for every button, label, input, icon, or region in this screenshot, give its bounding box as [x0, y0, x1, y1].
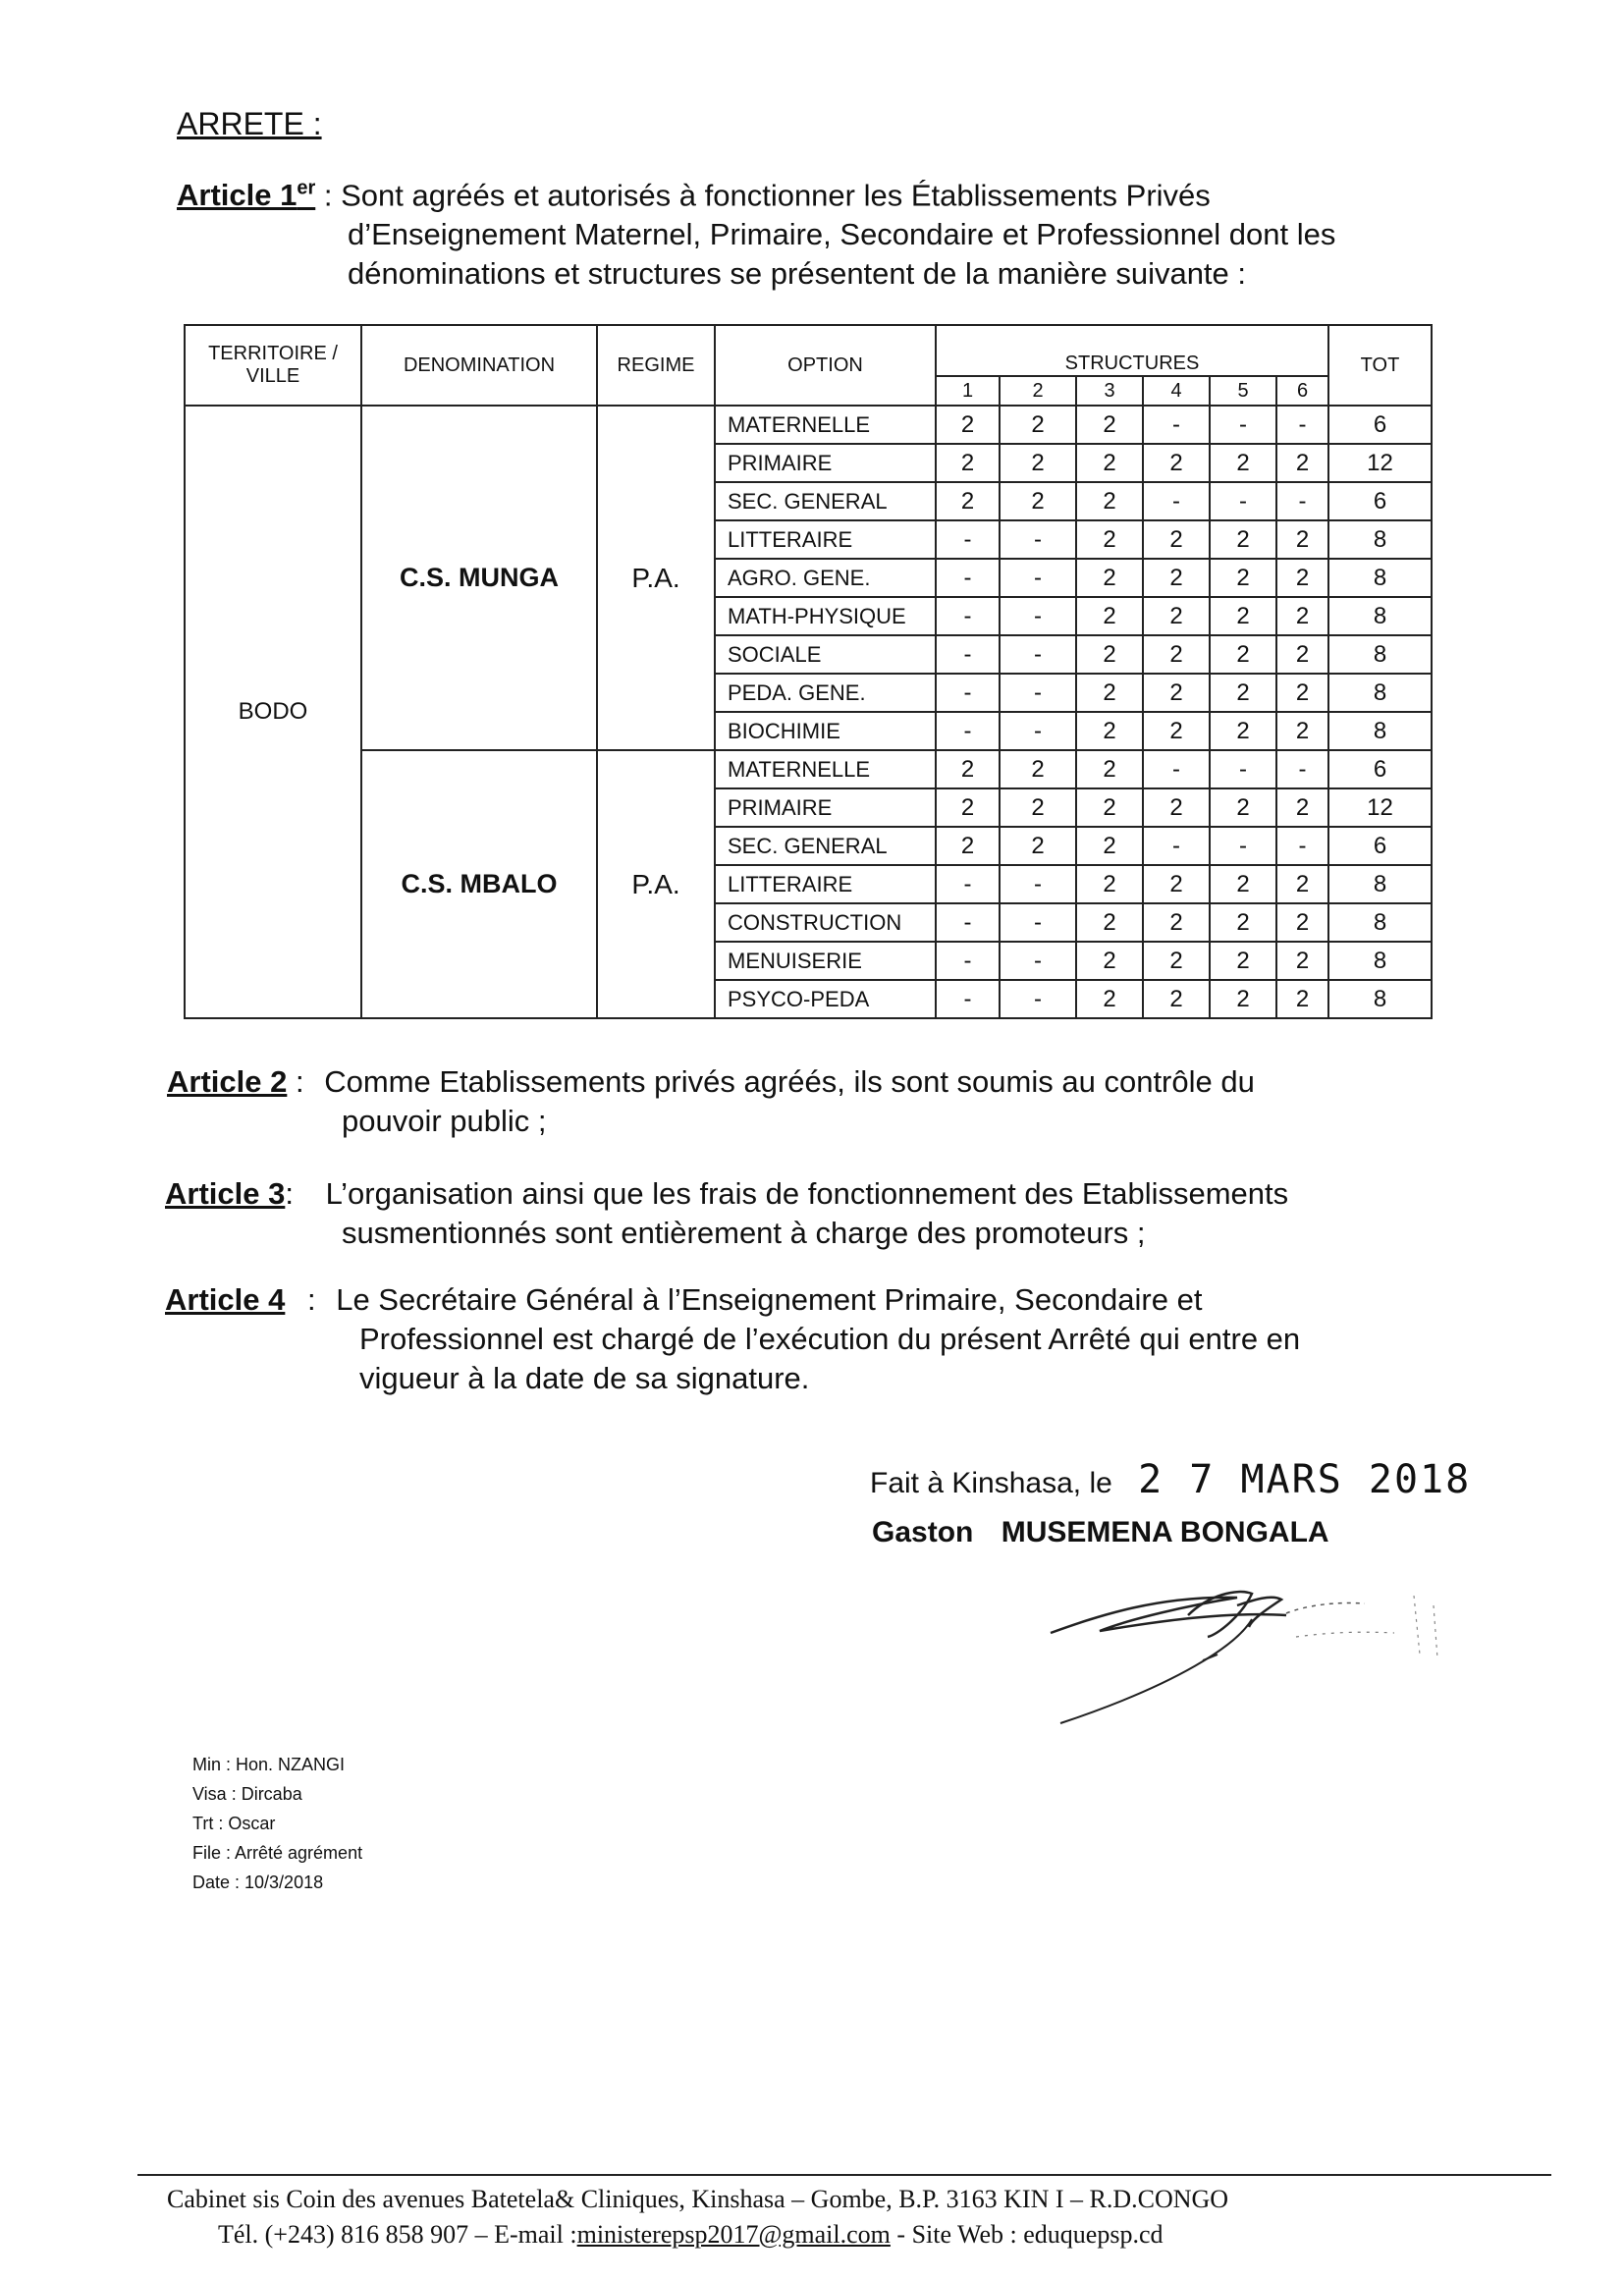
header-level: 5 [1210, 376, 1276, 406]
structure-cell: 2 [1000, 788, 1076, 827]
structure-cell: 2 [1076, 980, 1143, 1018]
structure-cell: 2 [1210, 865, 1276, 903]
tot-cell: 8 [1328, 980, 1432, 1018]
structure-cell: - [1000, 559, 1076, 597]
territoire-cell: BODO [185, 406, 361, 1018]
option-cell: BIOCHIMIE [715, 712, 936, 750]
article-3-line-1: L’organisation ainsi que les frais de fonctionnement des Etablissements [325, 1176, 1289, 1211]
article-4-line-3: vigueur à la date de sa signature. [359, 1361, 810, 1395]
structure-cell: 2 [1276, 635, 1328, 674]
table-body [185, 406, 1432, 1018]
structure-cell: 2 [936, 406, 1000, 444]
option-cell: PRIMAIRE [715, 444, 936, 482]
structure-cell: - [1143, 406, 1210, 444]
structures-table [184, 324, 1433, 1019]
structure-cell: - [1000, 980, 1076, 1018]
structure-cell: - [936, 520, 1000, 559]
article-3-sep: : [285, 1176, 294, 1211]
article-3 [165, 1174, 1461, 1253]
option-cell: LITTERAIRE [715, 520, 936, 559]
tot-cell: 12 [1328, 788, 1432, 827]
signature-place: Fait à Kinshasa, le [870, 1467, 1112, 1499]
structure-cell: 2 [936, 827, 1000, 865]
structure-cell: 2 [1143, 444, 1210, 482]
tot-cell: 6 [1328, 406, 1432, 444]
structure-cell: 2 [1143, 635, 1210, 674]
option-cell: MATERNELLE [715, 406, 936, 444]
structure-cell: - [1276, 406, 1328, 444]
footer-phone: Tél. (+243) 816 858 907 – E-mail : [218, 2220, 577, 2249]
structure-cell: - [1276, 827, 1328, 865]
article-4-line-1: Le Secrétaire Général à l’Enseignement Primaire, Secondaire et [336, 1282, 1203, 1317]
tot-cell: 8 [1328, 865, 1432, 903]
structure-cell: 2 [1143, 942, 1210, 980]
header-level: 4 [1143, 376, 1210, 406]
structure-cell: 2 [1143, 788, 1210, 827]
tot-cell: 6 [1328, 750, 1432, 788]
structure-cell: 2 [1276, 520, 1328, 559]
structure-cell: - [1000, 597, 1076, 635]
structure-cell: 2 [1076, 788, 1143, 827]
signatory-first-name: Gaston [872, 1516, 974, 1548]
header-tot: TOT [1328, 325, 1432, 406]
structure-cell: 2 [1076, 827, 1143, 865]
header-structures: STRUCTURES [936, 325, 1328, 376]
reference-file: File : Arrêté agrément [192, 1843, 363, 1863]
structure-cell: 2 [1076, 597, 1143, 635]
option-cell: PEDA. GENE. [715, 674, 936, 712]
reference-min: Min : Hon. NZANGI [192, 1755, 346, 1774]
structure-cell: - [1143, 827, 1210, 865]
option-cell: MENUISERIE [715, 942, 936, 980]
article-1-label: Article 1er [177, 178, 316, 213]
structure-cell: 2 [1000, 406, 1076, 444]
structure-cell: - [1210, 406, 1276, 444]
structure-cell: - [1210, 750, 1276, 788]
structure-cell: 2 [1210, 942, 1276, 980]
structure-cell: 2 [1076, 942, 1143, 980]
structure-cell: 2 [1076, 520, 1143, 559]
regime-cell: P.A. [597, 750, 715, 1018]
structure-cell: 2 [1210, 788, 1276, 827]
option-cell: SEC. GENERAL [715, 827, 936, 865]
structure-cell: - [1000, 635, 1076, 674]
option-cell: AGRO. GENE. [715, 559, 936, 597]
arrete-heading: ARRETE : [177, 106, 322, 141]
structure-cell: 2 [1276, 444, 1328, 482]
article-3-label: Article 3 [165, 1176, 286, 1211]
structure-cell: 2 [1143, 865, 1210, 903]
structure-cell: 2 [1210, 520, 1276, 559]
option-cell: SEC. GENERAL [715, 482, 936, 520]
structure-cell: 2 [936, 750, 1000, 788]
article-1-line-2: d’Enseignement Maternel, Primaire, Secondaire et Professionnel dont les [348, 217, 1336, 252]
structure-cell: 2 [1276, 903, 1328, 942]
structure-cell: 2 [1143, 597, 1210, 635]
structure-cell: 2 [1210, 444, 1276, 482]
article-2-line-2: pouvoir public ; [342, 1104, 547, 1138]
structure-cell: 2 [1210, 635, 1276, 674]
structure-cell: - [1143, 482, 1210, 520]
date-stamp: 2 7 MARS 2018 [1138, 1457, 1472, 1502]
structure-cell: 2 [1143, 520, 1210, 559]
tot-cell: 6 [1328, 827, 1432, 865]
article-1-sep: : [315, 178, 333, 213]
structure-cell: - [1276, 750, 1328, 788]
reference-visa: Visa : Dircaba [192, 1784, 302, 1804]
structure-cell: 2 [1000, 444, 1076, 482]
structure-cell: 2 [936, 482, 1000, 520]
article-1-line-1: Sont agréés et autorisés à fonctionner les Établissements Privés [341, 178, 1211, 213]
structure-cell: 2 [1276, 788, 1328, 827]
article-2-label: Article 2 [167, 1064, 288, 1099]
structure-cell: 2 [1076, 674, 1143, 712]
structure-cell: - [936, 712, 1000, 750]
structure-cell: 2 [936, 788, 1000, 827]
structure-cell: 2 [1210, 597, 1276, 635]
option-cell: PRIMAIRE [715, 788, 936, 827]
structure-cell: - [1000, 520, 1076, 559]
handwritten-signature [1041, 1576, 1473, 1733]
structure-cell: - [936, 635, 1000, 674]
structure-cell: 2 [1000, 482, 1076, 520]
structure-cell: - [1000, 942, 1076, 980]
tot-cell: 12 [1328, 444, 1432, 482]
header-option: OPTION [715, 325, 936, 406]
article-2-sep: : [287, 1064, 304, 1099]
denomination-cell: C.S. MBALO [361, 750, 597, 1018]
structure-cell: - [936, 980, 1000, 1018]
structure-cell: - [936, 903, 1000, 942]
table-row [185, 406, 1432, 444]
footer-rule [137, 2174, 1551, 2176]
structure-cell: 2 [1210, 980, 1276, 1018]
structure-cell: 2 [1276, 865, 1328, 903]
structure-cell: 2 [1076, 559, 1143, 597]
tot-cell: 8 [1328, 712, 1432, 750]
structure-cell: - [1000, 903, 1076, 942]
option-cell: PSYCO-PEDA [715, 980, 936, 1018]
structure-cell: 2 [1276, 597, 1328, 635]
structure-cell: - [1210, 482, 1276, 520]
article-1 [177, 169, 1453, 294]
footer [167, 2182, 1228, 2253]
structure-cell: 2 [1076, 444, 1143, 482]
header-regime: REGIME [597, 325, 715, 406]
structure-cell: - [936, 674, 1000, 712]
tot-cell: 8 [1328, 903, 1432, 942]
structure-cell: - [1143, 750, 1210, 788]
structure-cell: 2 [1276, 559, 1328, 597]
structure-cell: - [936, 559, 1000, 597]
article-4-sep: : [298, 1282, 316, 1317]
structure-cell: 2 [1143, 559, 1210, 597]
structure-cell: 2 [1210, 674, 1276, 712]
option-cell: CONSTRUCTION [715, 903, 936, 942]
footer-website: - Site Web : eduquepsp.cd [890, 2220, 1164, 2249]
reference-trt: Trt : Oscar [192, 1814, 276, 1833]
option-cell: SOCIALE [715, 635, 936, 674]
article-2 [167, 1062, 1463, 1141]
footer-contact [167, 2217, 1228, 2253]
signatory-last-name: MUSEMENA BONGALA [1001, 1516, 1329, 1548]
reference-date: Date : 10/3/2018 [192, 1873, 324, 1892]
structure-cell: 2 [1210, 903, 1276, 942]
tot-cell: 8 [1328, 520, 1432, 559]
option-cell: MATH-PHYSIQUE [715, 597, 936, 635]
structure-cell: - [1000, 712, 1076, 750]
denomination-cell: C.S. MUNGA [361, 406, 597, 750]
article-4-line-2: Professionnel est chargé de l’exécution du présent Arrêté qui entre en [359, 1322, 1301, 1356]
tot-cell: 8 [1328, 942, 1432, 980]
structure-cell: 2 [936, 444, 1000, 482]
structure-cell: 2 [1276, 942, 1328, 980]
structure-cell: - [1276, 482, 1328, 520]
structure-cell: 2 [1143, 674, 1210, 712]
footer-address: Cabinet sis Coin des avenues Batetela& Cliniques, Kinshasa – Gombe, B.P. 3163 KIN I – R.D.CONGO [167, 2185, 1229, 2213]
structure-cell: 2 [1143, 980, 1210, 1018]
structure-cell: - [936, 597, 1000, 635]
header-denomination: DENOMINATION [361, 325, 597, 406]
header-level: 2 [1000, 376, 1076, 406]
tot-cell: 6 [1328, 482, 1432, 520]
structure-cell: 2 [1076, 750, 1143, 788]
tot-cell: 8 [1328, 559, 1432, 597]
regime-cell: P.A. [597, 406, 715, 750]
article-4 [165, 1280, 1461, 1398]
table-row [185, 750, 1432, 788]
structure-cell: 2 [1076, 712, 1143, 750]
option-cell: MATERNELLE [715, 750, 936, 788]
header-level: 3 [1076, 376, 1143, 406]
article-4-label: Article 4 [165, 1282, 286, 1317]
structure-cell: - [936, 942, 1000, 980]
tot-cell: 8 [1328, 635, 1432, 674]
tot-cell: 8 [1328, 597, 1432, 635]
structure-cell: - [1000, 674, 1076, 712]
header-level: 6 [1276, 376, 1328, 406]
structure-cell: 2 [1276, 674, 1328, 712]
structure-cell: 2 [1143, 903, 1210, 942]
structure-cell: 2 [1076, 635, 1143, 674]
option-cell: LITTERAIRE [715, 865, 936, 903]
structure-cell: - [1000, 865, 1076, 903]
structure-cell: - [1210, 827, 1276, 865]
structure-cell: 2 [1276, 712, 1328, 750]
footer-email-link[interactable]: ministerepsp2017@gmail.com [576, 2220, 891, 2249]
tot-cell: 8 [1328, 674, 1432, 712]
structure-cell: 2 [1076, 865, 1143, 903]
structure-cell: 2 [1076, 903, 1143, 942]
header-level: 1 [936, 376, 1000, 406]
structure-cell: 2 [1143, 712, 1210, 750]
structure-cell: 2 [1000, 750, 1076, 788]
signature-place-line [870, 1457, 1471, 1502]
structure-cell: 2 [1000, 827, 1076, 865]
structure-cell: - [936, 865, 1000, 903]
structure-cell: 2 [1210, 712, 1276, 750]
structure-cell: 2 [1210, 559, 1276, 597]
article-3-line-2: susmentionnés sont entièrement à charge des promoteurs ; [342, 1216, 1146, 1250]
reference-block [192, 1750, 362, 1897]
structure-cell: 2 [1076, 406, 1143, 444]
signatory-name [872, 1516, 1329, 1549]
header-territoire: TERRITOIRE / VILLE [185, 325, 361, 406]
structure-cell: 2 [1276, 980, 1328, 1018]
structure-cell: 2 [1076, 482, 1143, 520]
article-1-line-3: dénominations et structures se présentent de la manière suivante : [348, 256, 1247, 292]
article-2-line-1: Comme Etablissements privés agréés, ils sont soumis au contrôle du [324, 1064, 1255, 1099]
